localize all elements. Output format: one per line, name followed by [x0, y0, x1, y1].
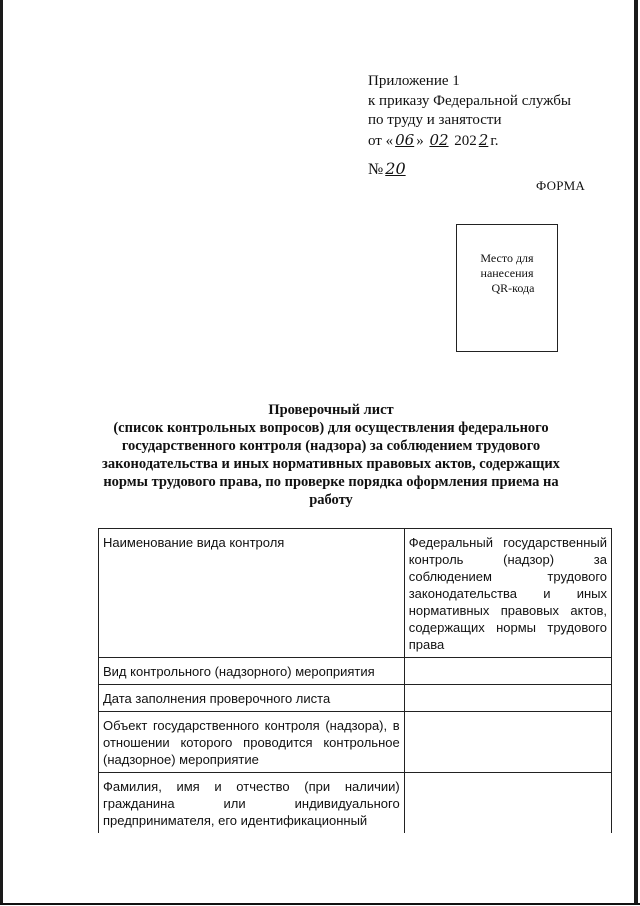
row-value [404, 685, 611, 712]
title-line-4: законодательства и иных нормативных правовых актов, содержащих [102, 456, 560, 472]
title-line-6: работу [309, 492, 353, 508]
qr-code-placeholder [456, 224, 558, 352]
qr-text-line-1: Место для [480, 251, 534, 265]
number-sign: № [368, 161, 384, 178]
row-label: Объект государственного контроля (надзора), в отношении которого проводится контрольное (надзорное) мероприятие [99, 712, 405, 773]
qr-placeholder-text [457, 251, 557, 296]
row-label: Фамилия, имя и отчество (при наличии) гражданина или индивидуального предпринимателя, его идентификационный [99, 773, 405, 834]
date-year-prefix: 202 [454, 132, 477, 149]
appendix-line-2: к приказу Федеральной службы [368, 92, 572, 109]
order-number-handwritten: 20 [385, 159, 406, 178]
date-day-handwritten: 06 [395, 130, 415, 149]
title-line-3: государственного контроля (надзора) за соблюдением трудового [121, 438, 541, 454]
scan-edge-left [0, 0, 3, 905]
date-mid: » [416, 132, 424, 149]
row-label: Вид контрольного (надзорного) мероприятия [99, 658, 405, 685]
title-line-1: Проверочный лист [268, 402, 394, 418]
row-label: Дата заполнения проверочного листа [99, 685, 405, 712]
appendix-header [368, 72, 571, 180]
title-line-2: (список контрольных вопросов) для осуществления федерального [113, 420, 549, 436]
row-value [404, 773, 611, 834]
row-label: Наименование вида контроля [99, 529, 405, 658]
row-value: Федеральный государственный контроль (надзор) за соблюдением трудового законодательства и иных нормативных правовых актов, содержащих нормы трудового права [404, 529, 611, 658]
table-row [99, 712, 612, 773]
date-prefix: от « [368, 132, 394, 149]
appendix-line-3: по труду и занятости [368, 112, 502, 128]
checklist-table [98, 528, 612, 833]
date-month-handwritten: 02 [429, 130, 449, 149]
table-row [99, 658, 612, 685]
table-row [99, 685, 612, 712]
date-year-digit-handwritten: 2 [478, 130, 489, 149]
appendix-line-1: Приложение 1 [368, 73, 460, 89]
table-row [99, 773, 612, 834]
document-title [96, 401, 566, 509]
date-suffix: г. [490, 132, 499, 149]
order-number-line [368, 159, 571, 180]
page-bottom-clip [98, 846, 614, 906]
qr-text-line-2: нанесения [480, 266, 534, 280]
title-line-5: нормы трудового права, по проверке порядка оформления приема на [103, 474, 559, 490]
table-row [99, 529, 612, 658]
row-value [404, 658, 611, 685]
row-value [404, 712, 611, 773]
appendix-date-line [368, 131, 571, 152]
forma-label: ФОРМА [536, 178, 585, 193]
qr-text-line-3: QR-кода [491, 281, 535, 295]
